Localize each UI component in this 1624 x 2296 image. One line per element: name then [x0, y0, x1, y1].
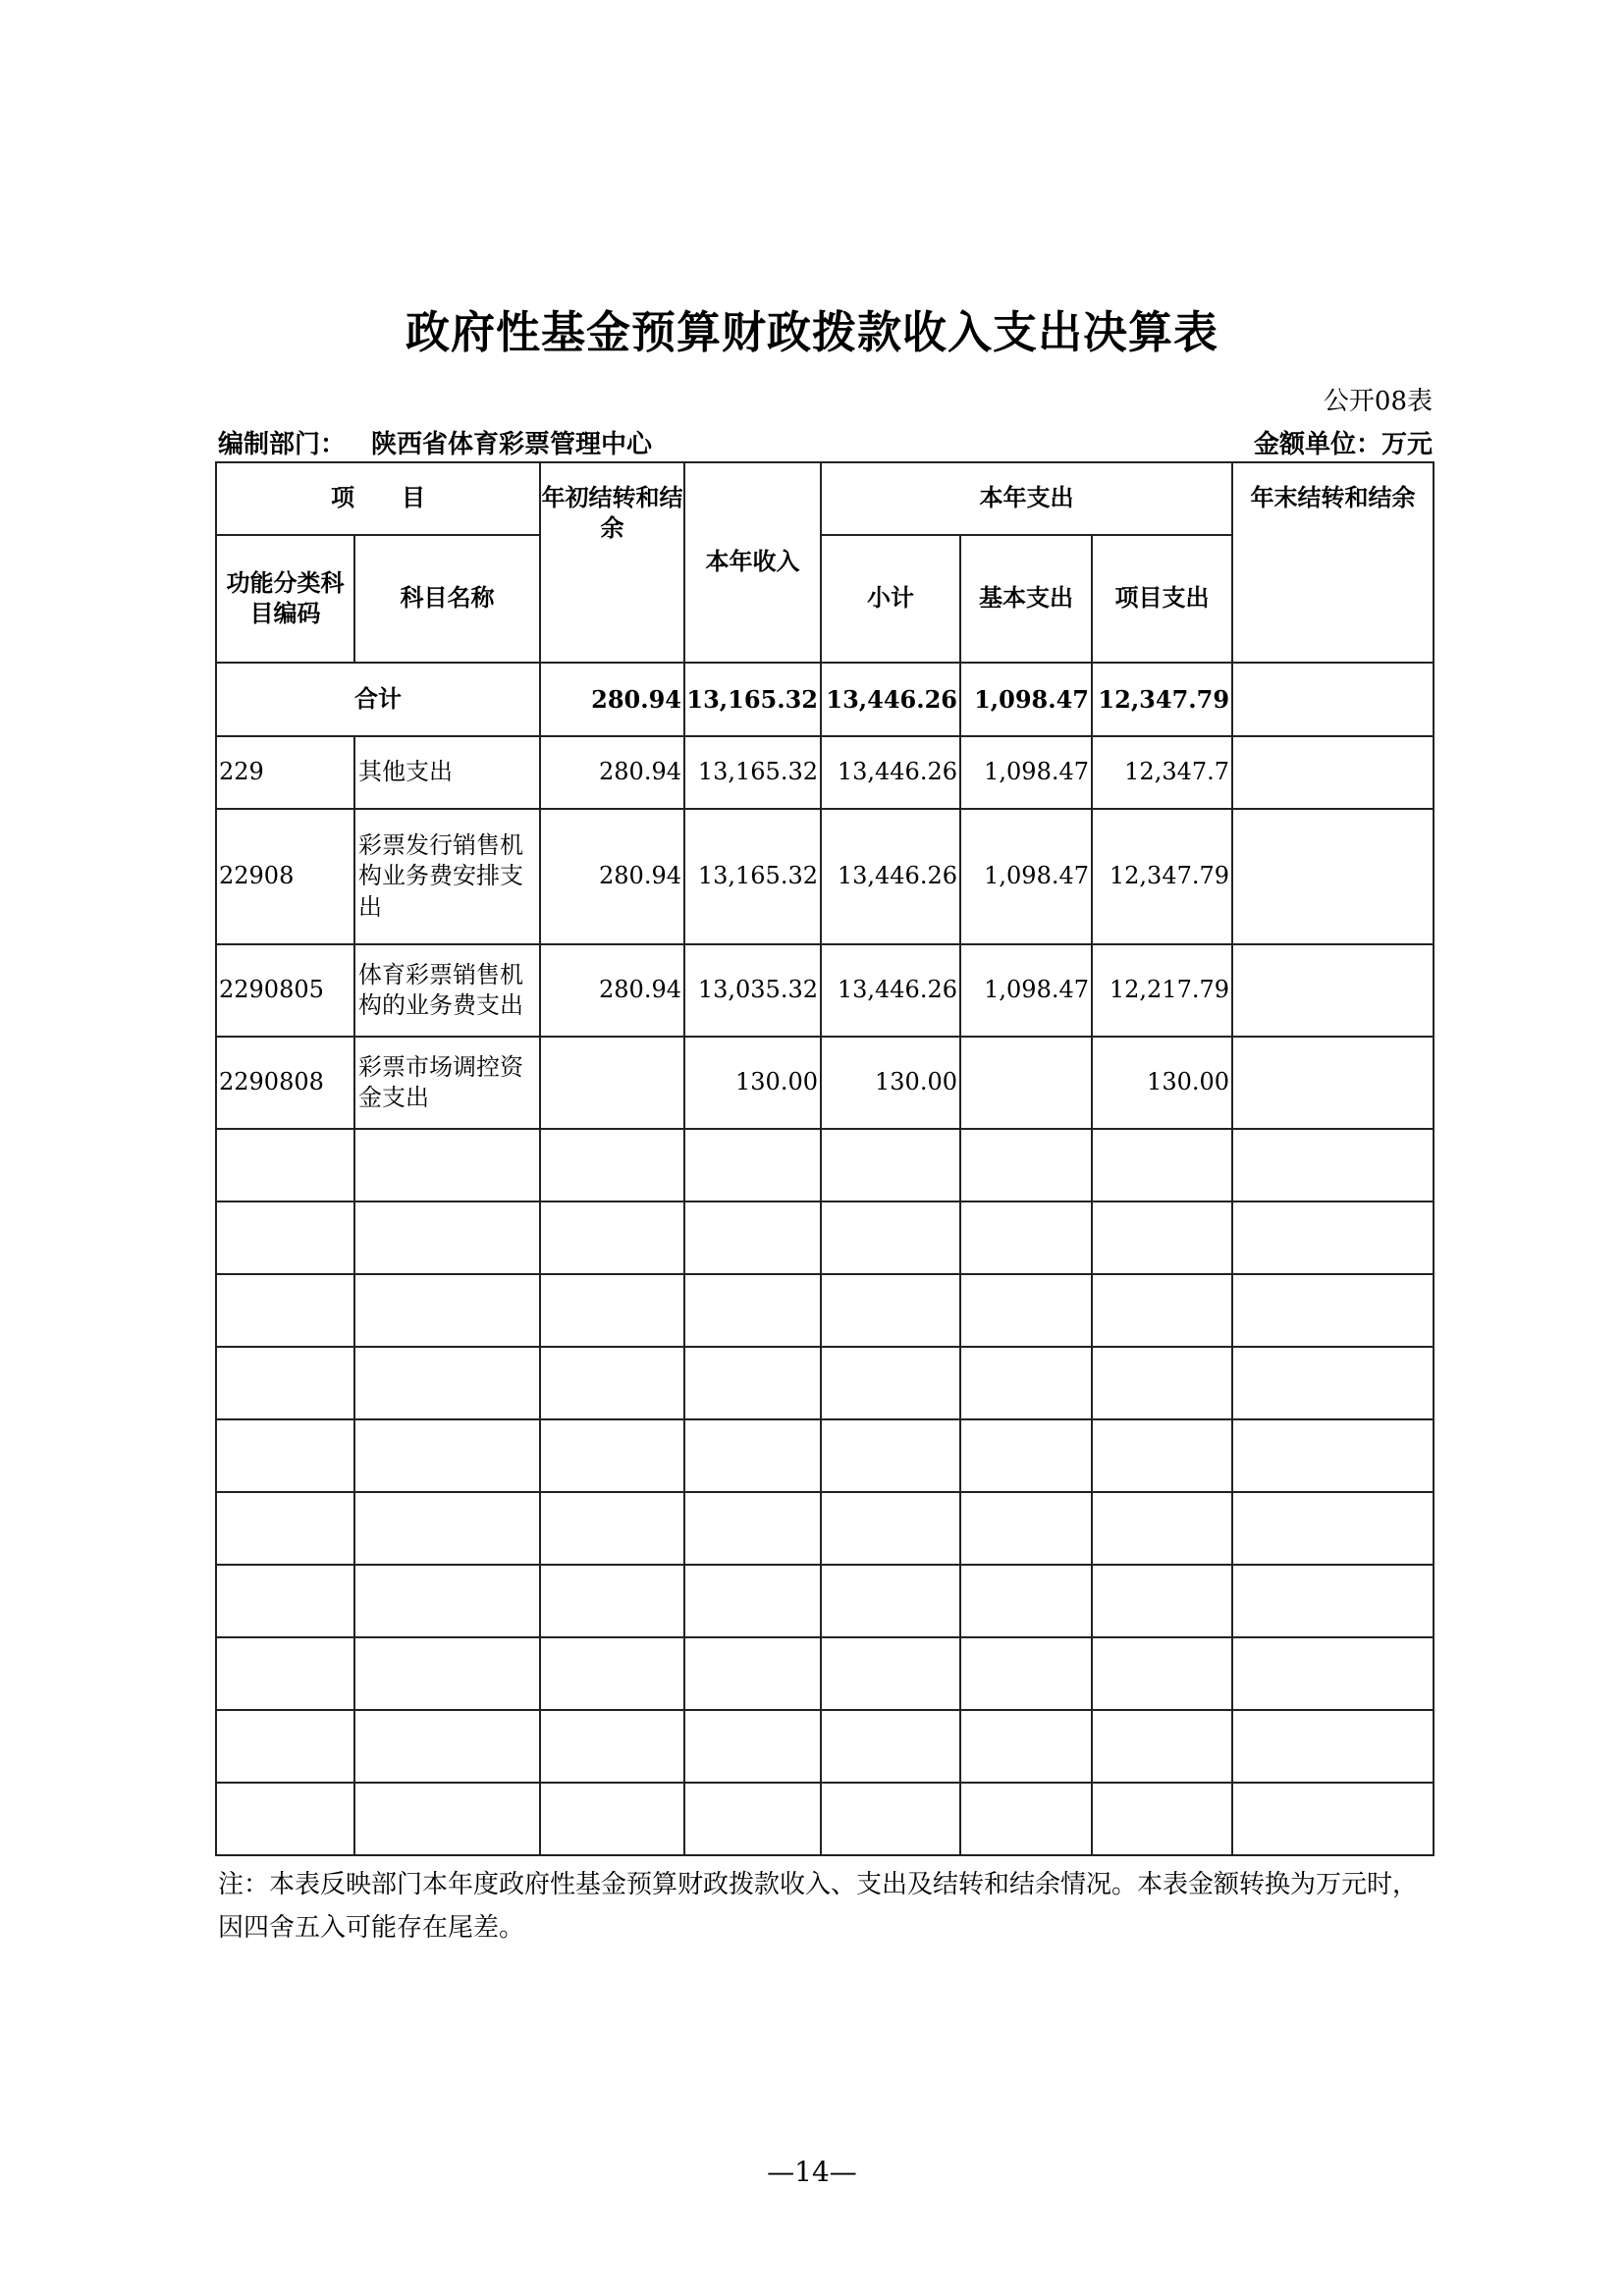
- empty-cell: [216, 1492, 354, 1565]
- empty-cell: [1092, 1783, 1232, 1855]
- cell-code: 22908: [216, 809, 354, 944]
- empty-cell: [684, 1274, 821, 1347]
- empty-cell: [684, 1637, 821, 1710]
- empty-cell: [1232, 1274, 1434, 1347]
- empty-cell: [216, 1637, 354, 1710]
- empty-cell: [960, 1565, 1092, 1637]
- form-number: 公开08表: [1323, 387, 1433, 416]
- empty-cell: [1232, 1565, 1434, 1637]
- cell-carryover-end: [1232, 736, 1434, 809]
- empty-cell: [216, 1565, 354, 1637]
- empty-cell: [821, 1637, 960, 1710]
- empty-cell: [960, 1492, 1092, 1565]
- empty-row: [216, 1129, 1434, 1201]
- total-income: 13,165.32: [684, 663, 821, 736]
- empty-cell: [684, 1201, 821, 1274]
- empty-cell: [684, 1419, 821, 1492]
- empty-cell: [1232, 1129, 1434, 1201]
- empty-cell: [540, 1274, 684, 1347]
- cell-carryover-begin: [540, 1037, 684, 1129]
- empty-cell: [960, 1419, 1092, 1492]
- empty-cell: [216, 1129, 354, 1201]
- cell-basic: 1,098.47: [960, 736, 1092, 809]
- empty-cell: [354, 1710, 540, 1783]
- cell-income: 13,035.32: [684, 944, 821, 1037]
- empty-cell: [354, 1129, 540, 1201]
- empty-cell: [960, 1129, 1092, 1201]
- empty-cell: [821, 1710, 960, 1783]
- empty-cell: [1232, 1710, 1434, 1783]
- total-row: [216, 663, 1434, 736]
- header-basic: 基本支出: [960, 535, 1092, 663]
- cell-name: 其他支出: [354, 736, 540, 809]
- empty-row: [216, 1710, 1434, 1783]
- empty-row: [216, 1783, 1434, 1855]
- page-number: —14—: [767, 2156, 857, 2188]
- cell-carryover-end: [1232, 809, 1434, 944]
- empty-cell: [1232, 1201, 1434, 1274]
- empty-row: [216, 1419, 1434, 1492]
- cell-subtotal: 130.00: [821, 1037, 960, 1129]
- total-basic: 1,098.47: [960, 663, 1092, 736]
- empty-cell: [1092, 1492, 1232, 1565]
- empty-cell: [216, 1201, 354, 1274]
- empty-cell: [684, 1783, 821, 1855]
- empty-cell: [354, 1419, 540, 1492]
- empty-cell: [1092, 1201, 1232, 1274]
- empty-cell: [684, 1710, 821, 1783]
- empty-cell: [821, 1274, 960, 1347]
- empty-cell: [540, 1347, 684, 1419]
- empty-cell: [354, 1274, 540, 1347]
- footnote: 注：本表反映部门本年度政府性基金预算财政拨款收入、支出及结转和结余情况。本表金额转换为万元时，因四舍五入可能存在尾差。: [218, 1870, 1419, 1943]
- organization: [218, 424, 652, 460]
- empty-cell: [540, 1492, 684, 1565]
- empty-cell: [821, 1347, 960, 1419]
- empty-cell: [960, 1347, 1092, 1419]
- empty-cell: [540, 1565, 684, 1637]
- empty-cell: [684, 1129, 821, 1201]
- organization-label: 编制部门：: [218, 430, 347, 459]
- empty-cell: [684, 1347, 821, 1419]
- empty-cell: [821, 1565, 960, 1637]
- cell-carryover-end: [1232, 1037, 1434, 1129]
- empty-row: [216, 1201, 1434, 1274]
- cell-basic: 1,098.47: [960, 809, 1092, 944]
- empty-row: [216, 1637, 1434, 1710]
- empty-row: [216, 1492, 1434, 1565]
- empty-cell: [821, 1419, 960, 1492]
- empty-cell: [216, 1347, 354, 1419]
- empty-cell: [540, 1129, 684, 1201]
- empty-cell: [1092, 1565, 1232, 1637]
- empty-cell: [684, 1565, 821, 1637]
- total-project: 12,347.79: [1092, 663, 1232, 736]
- total-carryover-begin: 280.94: [540, 663, 684, 736]
- cell-subtotal: 13,446.26: [821, 944, 960, 1037]
- cell-project: 12,347.7: [1092, 736, 1232, 809]
- cell-carryover-begin: 280.94: [540, 736, 684, 809]
- empty-cell: [821, 1129, 960, 1201]
- total-subtotal: 13,446.26: [821, 663, 960, 736]
- empty-cell: [821, 1783, 960, 1855]
- cell-code: 2290805: [216, 944, 354, 1037]
- cell-basic: [960, 1037, 1092, 1129]
- header-name: 科目名称: [354, 535, 540, 663]
- header-income: 本年收入: [684, 462, 821, 663]
- empty-cell: [960, 1710, 1092, 1783]
- empty-cell: [1092, 1347, 1232, 1419]
- empty-cell: [821, 1492, 960, 1565]
- empty-cell: [540, 1710, 684, 1783]
- header-item: 项 目: [216, 462, 540, 535]
- empty-cell: [1232, 1492, 1434, 1565]
- empty-cell: [354, 1637, 540, 1710]
- empty-cell: [684, 1492, 821, 1565]
- header-code: 功能分类科目编码: [216, 535, 354, 663]
- cell-income: 130.00: [684, 1037, 821, 1129]
- empty-cell: [540, 1783, 684, 1855]
- header-carryover-end: 年末结转和结余: [1232, 462, 1434, 663]
- total-carryover-end: [1232, 663, 1434, 736]
- cell-income: 13,165.32: [684, 809, 821, 944]
- cell-name: 彩票发行销售机构业务费安排支出: [354, 809, 540, 944]
- header-subtotal: 小计: [821, 535, 960, 663]
- empty-cell: [540, 1637, 684, 1710]
- empty-cell: [1092, 1637, 1232, 1710]
- empty-cell: [1092, 1710, 1232, 1783]
- empty-cell: [1092, 1274, 1232, 1347]
- cell-project: 12,217.79: [1092, 944, 1232, 1037]
- empty-cell: [354, 1565, 540, 1637]
- empty-row: [216, 1565, 1434, 1637]
- table-row: [216, 809, 1434, 944]
- cell-project: 12,347.79: [1092, 809, 1232, 944]
- empty-cell: [354, 1492, 540, 1565]
- empty-cell: [216, 1783, 354, 1855]
- empty-cell: [960, 1637, 1092, 1710]
- cell-carryover-end: [1232, 944, 1434, 1037]
- cell-subtotal: 13,446.26: [821, 736, 960, 809]
- organization-name: 陕西省体育彩票管理中心: [371, 430, 653, 459]
- empty-cell: [354, 1347, 540, 1419]
- cell-basic: 1,098.47: [960, 944, 1092, 1037]
- empty-cell: [540, 1419, 684, 1492]
- cell-code: 2290808: [216, 1037, 354, 1129]
- empty-cell: [216, 1419, 354, 1492]
- amount-unit: 金额单位：万元: [1253, 430, 1433, 459]
- empty-row: [216, 1347, 1434, 1419]
- empty-cell: [960, 1201, 1092, 1274]
- header-expenditure: 本年支出: [821, 462, 1232, 535]
- header-carryover-begin: 年初结转和结余: [540, 462, 684, 663]
- empty-cell: [216, 1710, 354, 1783]
- table-row: [216, 736, 1434, 809]
- empty-cell: [1092, 1419, 1232, 1492]
- empty-cell: [1232, 1419, 1434, 1492]
- empty-cell: [1232, 1347, 1434, 1419]
- page-title: 政府性基金预算财政拨款收入支出决算表: [405, 306, 1218, 358]
- cell-code: 229: [216, 736, 354, 809]
- empty-cell: [354, 1783, 540, 1855]
- cell-name: 彩票市场调控资金支出: [354, 1037, 540, 1129]
- cell-project: 130.00: [1092, 1037, 1232, 1129]
- empty-cell: [540, 1201, 684, 1274]
- cell-subtotal: 13,446.26: [821, 809, 960, 944]
- empty-row: [216, 1274, 1434, 1347]
- empty-cell: [960, 1783, 1092, 1855]
- cell-carryover-begin: 280.94: [540, 809, 684, 944]
- budget-table: [215, 461, 1435, 1856]
- empty-cell: [1232, 1637, 1434, 1710]
- table-row: [216, 944, 1434, 1037]
- empty-cell: [216, 1274, 354, 1347]
- cell-carryover-begin: 280.94: [540, 944, 684, 1037]
- empty-cell: [354, 1201, 540, 1274]
- table-row: [216, 1037, 1434, 1129]
- empty-cell: [1232, 1783, 1434, 1855]
- total-label: 合计: [216, 663, 540, 736]
- cell-name: 体育彩票销售机构的业务费支出: [354, 944, 540, 1037]
- empty-cell: [960, 1274, 1092, 1347]
- empty-cell: [821, 1201, 960, 1274]
- empty-cell: [1092, 1129, 1232, 1201]
- header-project: 项目支出: [1092, 535, 1232, 663]
- cell-income: 13,165.32: [684, 736, 821, 809]
